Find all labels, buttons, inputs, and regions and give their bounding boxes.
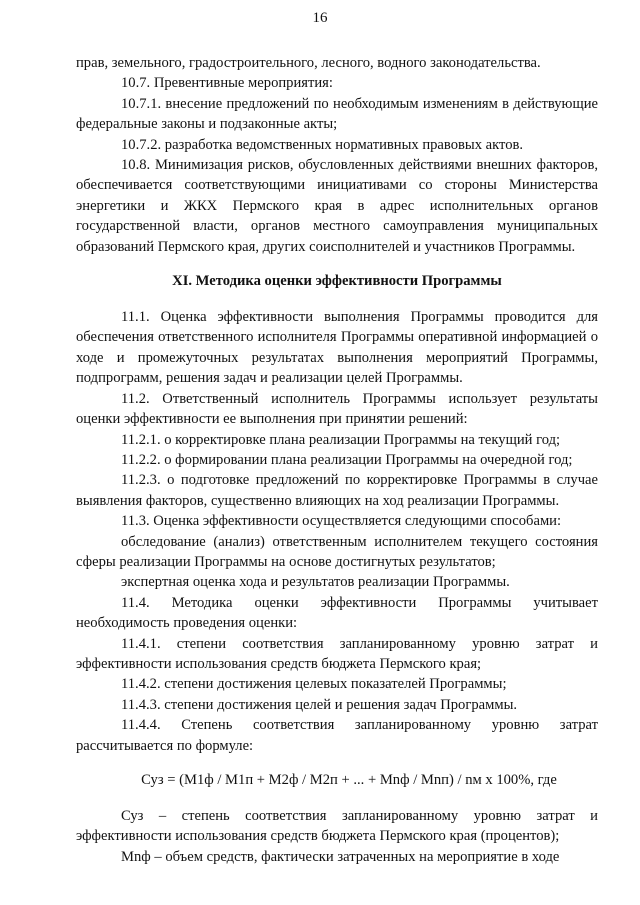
paragraph-10-7: 10.7. Превентивные мероприятия:	[121, 75, 333, 92]
formula: Суз = (М1ф / М1п + М2ф / М2п + ... + Мnф / Мnп) / nм x 100%, где	[141, 772, 557, 788]
paragraph-survey: обследование (анализ) ответственным исполнителем текущего состояния сферы реализации Программы на основе достигнутых результатов;	[76, 533, 598, 570]
paragraph-10-7-1: 10.7.1. внесение предложений по необходимым изменениям в действующие федеральные законы и подзаконные акты;	[76, 95, 598, 133]
paragraph-11-4-4: 11.4.4. Степень соответствия запланированному уровню затрат рассчитывается по формуле:	[76, 717, 598, 754]
page-number: 16	[312, 10, 328, 26]
paragraph-10-8: 10.8. Минимизация рисков, обусловленных действиями внешних факторов, обеспечивается соответствующими инициативами со стороны Министерства энергетики и ЖКХ Пермского края в адрес исполнительных органов государственной власти, органов местного самоуправления муниципальных образований Пермского края, других соисполнителей и участников Программы.	[76, 157, 598, 255]
paragraph-11-2: 11.2. Ответственный исполнитель Программы использует результаты оценки эффективности ее выполнения при принятии решений:	[76, 390, 598, 428]
paragraph-continuation: прав, земельного, градостроительного, лесного, водного законодательства.	[76, 55, 541, 71]
paragraph-definition-suz: Суз – степень соответствия запланированному уровню затрат и эффективности использования средств бюджета Пермского края (процентов);	[76, 808, 598, 845]
paragraph-11-3: 11.3. Оценка эффективности осуществляется следующими способами:	[121, 513, 562, 530]
paragraph-10-7-2: 10.7.2. разработка ведомственных нормативных правовых актов.	[121, 136, 524, 153]
document-body	[76, 53, 598, 867]
paragraph-expert-assessment: экспертная оценка хода и результатов реализации Программы.	[121, 574, 510, 591]
paragraph-definition-mnf: Мnф – объем средств, фактически затраченных на мероприятие в ходе	[121, 848, 560, 865]
section-heading: XI. Методика оценки эффективности Программы	[172, 273, 502, 290]
paragraph-11-2-1: 11.2.1. о корректировке плана реализации Программы на текущий год;	[121, 431, 561, 448]
paragraph-11-2-3: 11.2.3. о подготовке предложений по корректировке Программы в случае выявления факторов, существенно влияющих на ход реализации Программы.	[76, 472, 598, 509]
paragraph-11-4: 11.4. Методика оценки эффективности Программы учитывает необходимость проведения оценки:	[76, 594, 598, 632]
paragraph-11-4-2: 11.4.2. степени достижения целевых показателей Программы;	[121, 676, 507, 693]
paragraph-11-2-2: 11.2.2. о формировании плана реализации Программы на очередной год;	[121, 451, 573, 468]
paragraph-11-4-3: 11.4.3. степени достижения целей и решения задач Программы.	[121, 696, 518, 713]
paragraph-11-4-1: 11.4.1. степени соответствия запланированному уровню затрат и эффективности использования средств бюджета Пермского края;	[76, 635, 598, 672]
paragraph-11-1: 11.1. Оценка эффективности выполнения Программы проводится для обеспечения ответственного исполнителя Программы оперативной информацией о ходе и промежуточных результатах выполнения мероприятий Программы, подпрограмм, решения задач и реализации целей Программы.	[76, 309, 598, 387]
